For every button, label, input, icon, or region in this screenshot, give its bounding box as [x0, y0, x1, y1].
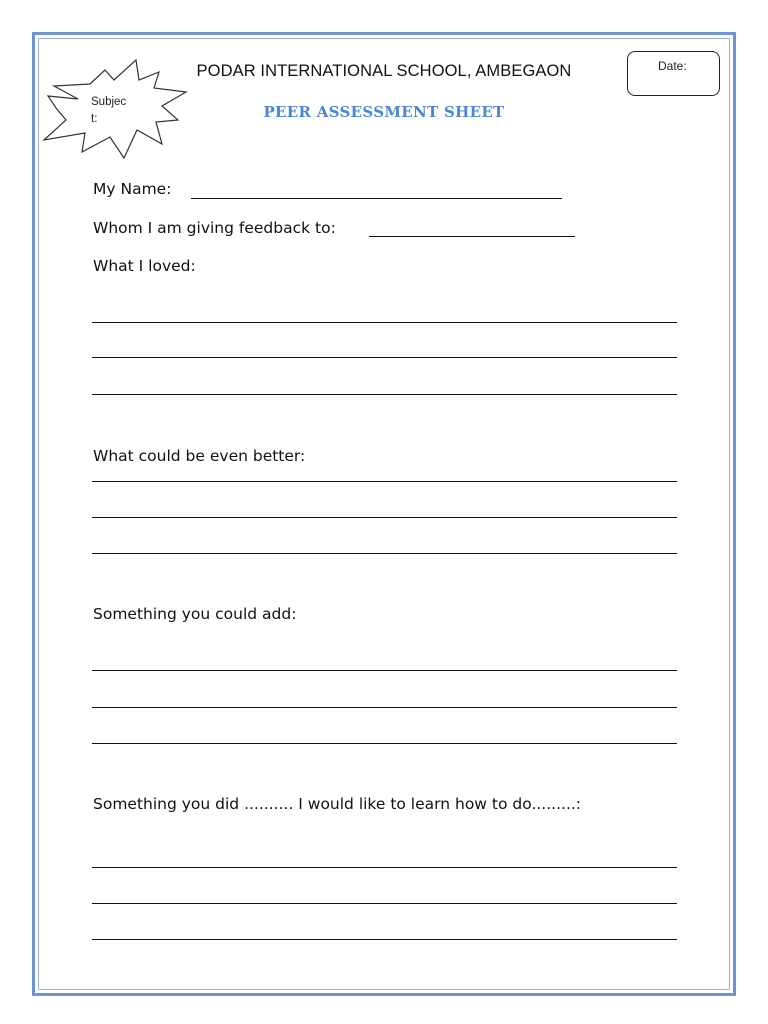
feedback-to-label: Whom I am giving feedback to:	[93, 219, 336, 237]
even-better-line-2[interactable]	[92, 517, 677, 518]
sheet-title: PEER ASSESSMENT SHEET	[263, 103, 505, 121]
could-add-prompt: Something you could add:	[93, 605, 297, 623]
learn-how-line-2[interactable]	[92, 903, 677, 904]
even-better-prompt: What could be even better:	[93, 447, 306, 465]
could-add-line-2[interactable]	[92, 707, 677, 708]
feedback-to-blank[interactable]	[369, 236, 575, 237]
what-i-loved-line-1[interactable]	[92, 322, 677, 323]
what-i-loved-line-3[interactable]	[92, 394, 677, 395]
what-i-loved-line-2[interactable]	[92, 357, 677, 358]
learn-how-line-1[interactable]	[92, 867, 677, 868]
could-add-line-1[interactable]	[92, 670, 677, 671]
date-label: Date:	[658, 59, 687, 73]
date-box[interactable]	[627, 51, 720, 96]
learn-how-line-3[interactable]	[92, 939, 677, 940]
even-better-line-1[interactable]	[92, 481, 677, 482]
could-add-line-3[interactable]	[92, 743, 677, 744]
even-better-line-3[interactable]	[92, 553, 677, 554]
subject-label: Subject:	[91, 96, 127, 125]
my-name-label: My Name:	[93, 180, 172, 198]
school-name: PODAR INTERNATIONAL SCHOOL, AMBEGAON	[196, 62, 572, 80]
learn-how-prompt: Something you did .......... I would like to learn how to do.........:	[93, 795, 582, 813]
what-i-loved-prompt: What I loved:	[93, 257, 196, 275]
my-name-blank[interactable]	[191, 198, 562, 199]
